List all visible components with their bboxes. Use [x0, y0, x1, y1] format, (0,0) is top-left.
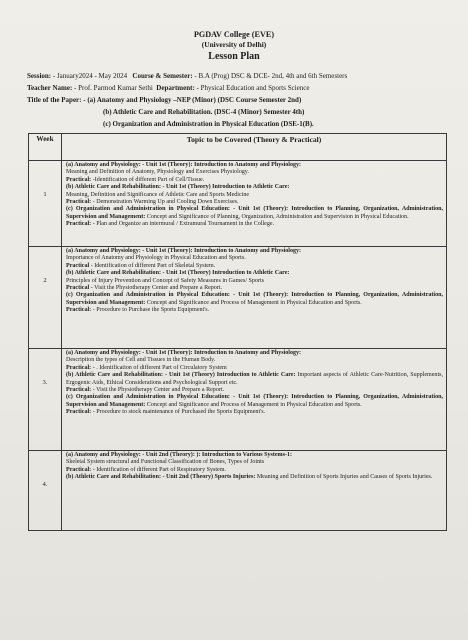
department-value: - Physical Education and Sports Science — [196, 84, 310, 92]
teacher-line — [27, 84, 310, 92]
teacher-label: Teacher Name: — [27, 84, 73, 92]
practical-label: Practical: — [66, 466, 92, 473]
week-number: 3. — [29, 349, 62, 451]
topic-a-heading: (a) Anatomy and Physiology: - Unit 1st (Theory): Introduction to Anatomy and Physiology: — [66, 350, 302, 356]
session-value: - January2024 - May 2024 — [52, 72, 128, 80]
practical-text: - . Identification of different Part of Circulatory System — [92, 364, 227, 371]
lesson-plan-table — [28, 133, 447, 531]
practical-label: Practical: — [66, 364, 92, 371]
topic-b-text: Meaning, Definition and Significance of Athletic Care and Sports Medicine — [66, 191, 250, 198]
course-label: Course & Semester: — [132, 72, 193, 80]
practical-label: Practical — [66, 285, 90, 292]
teacher-value: - Prof. Parmod Kumar Sethi — [74, 84, 153, 92]
table-row — [29, 161, 447, 247]
practical-label: Practical: — [66, 176, 92, 183]
topic-cell — [62, 451, 447, 531]
practical-text: - Procedure to Purchase the Sports Equipment's. — [92, 307, 210, 314]
topic-column-header: Topic to be Covered (Theory & Practical) — [62, 134, 447, 161]
practical-text: - Visit the Physiotherapy Center and Prepare a Report. — [92, 387, 225, 394]
practical-text: -Identification of different Part of Cell/Tissue. — [92, 176, 205, 183]
practical-label: Practical: — [66, 409, 92, 416]
topic-cell — [62, 161, 447, 247]
topic-b-text: Important aspects of Athletic Care-Nutrition, Supplements, Ergogenic Aids, Ethical Considerations and Psychological Support etc. — [66, 372, 444, 386]
table-row — [29, 349, 447, 451]
practical-label: Practical: — [66, 199, 92, 206]
paper-b: (b) Athletic Care and Rehabilitation. (DSC-4 (Minor) Semester 4th) — [103, 108, 305, 116]
practical-text: - Identification of different Part of Skeletal System. — [90, 262, 216, 269]
week-number: 4. — [29, 451, 62, 531]
practical-text: - Demonstration Warming Up and Cooling Down Exercises. — [92, 199, 239, 206]
paper-label: Title of the Paper: — [27, 96, 82, 104]
table-row — [29, 451, 447, 531]
topic-b-heading: (b) Athletic Care and Rehabilitation: - Unit 1st (Theory) Introduction to Athletic Care: — [66, 270, 290, 277]
topic-c-text: Concept and Significance of Planning, Organization, Administration and Supervision in Physical Education. — [146, 213, 409, 220]
week-column-header: Week — [29, 134, 62, 161]
practical-label: Practical: — [66, 221, 92, 228]
topic-a-heading: (a) Anatomy and Physiology: - Unit 1st (Theory): Introduction to Anatomy and Physiology: — [66, 162, 302, 168]
paper-c: (c) Organization and Administration in Physical Education (DSE-1(B). — [103, 120, 314, 128]
topic-a-text: Importance of Anatomy and Physiology in Physical Education and Sports. — [66, 255, 246, 262]
page-title: Lesson Plan — [208, 51, 260, 62]
table-header-row — [29, 134, 447, 161]
topic-b-text: Principles of Injury Prevention and Concept of Safety Measures in Games/ Sports — [66, 277, 264, 284]
topic-c-heading: (c) Organization and Administration in Physical Education: - Unit 1st (Theory): Introduction to Planning, Organization, Administration, Supervision and Management: — [66, 292, 443, 306]
topic-b-text: Meaning and Definition of Sports Injuries and Causes of Sports Injuries. — [256, 474, 433, 481]
college-name: PGDAV College (EVE) — [193, 30, 275, 39]
practical-text: - Plan and Organize an intermural / Extramural Tournament in the College. — [92, 221, 275, 228]
practical-text: - Procedure to stock maintenance of Purchased the Sports Equipment's. — [92, 409, 266, 416]
course-value: - B.A (Prog) DSC & DCE- 2nd, 4th and 6th Semesters — [194, 72, 348, 80]
practical-label: Practical — [66, 262, 90, 269]
topic-c-heading: (c) Organization and Administration in Physical Education: - Unit 1st (Theory): Introduction to Planning, Organization, Administration, Supervision and Management: — [66, 394, 443, 408]
practical-label: Practical: — [66, 307, 92, 314]
university-name: (University of Delhi) — [201, 40, 267, 49]
topic-b-heading: (b) Athletic Care and Rehabilitation: - Unit 1st (Theory) Introduction to Athletic Care: — [66, 372, 296, 379]
practical-text: - Identification of different Part of Respiratory System. — [92, 466, 226, 473]
session-label: Session: — [27, 72, 52, 80]
topic-c-heading: (c) Organization and Administration in Physical Education: - Unit 1st (Theory): Introduction to Planning, Organization, Administration, Supervision and Management: — [66, 206, 443, 220]
topic-a-heading: (a) Anatomy and Physiology: - Unit 1st (Theory): Introduction to Anatomy and Physiology: — [66, 248, 302, 254]
session-line — [27, 72, 347, 80]
topic-a-text: Meaning and Definition of Anatomy, Physiology and Exercises Physiology. — [66, 169, 249, 176]
topic-b-heading: (b) Athletic Care and Rehabilitation: - Unit 1st (Theory) Introduction to Athletic Care: — [66, 184, 290, 191]
practical-text: - Visit the Physiotherapy Center and Prepare a Report. — [90, 285, 223, 292]
paper-c-line — [103, 120, 314, 128]
topic-cell — [62, 247, 447, 349]
topic-c-text: Concept and Significance and Process of Management in Physical Education and Sports. — [146, 401, 362, 408]
week-number: 1 — [29, 161, 62, 247]
topic-cell — [62, 349, 447, 451]
topic-c-text: Concept and Significance and Process of Management in Physical Education and Sports. — [146, 299, 362, 306]
topic-a-text: Skeletal System structural and Functional Classification of Bones, Types of Joints — [66, 459, 265, 466]
topic-b-heading: (b) Athletic Care and Rehabilitation: - Unit 2nd (Theory) Sports Injuries: — [66, 474, 256, 481]
week-number: 2 — [29, 247, 62, 349]
topic-a-text: Description the types of Cell and Tissues in the Human Body. — [66, 357, 216, 364]
practical-label: Practical: — [66, 387, 92, 394]
paper-b-line — [103, 108, 304, 116]
department-label: Department: — [156, 84, 195, 92]
topic-a-heading: (a) Anatomy and Physiology: - Unit 2nd (Theory): ): Introduction to Various Systems-1: — [66, 452, 292, 458]
paper-a: - (a) Anatomy and Physiology –NEP (Minor) (DSC Course Semester 2nd) — [83, 96, 302, 104]
paper-line — [27, 96, 301, 104]
table-row — [29, 247, 447, 349]
